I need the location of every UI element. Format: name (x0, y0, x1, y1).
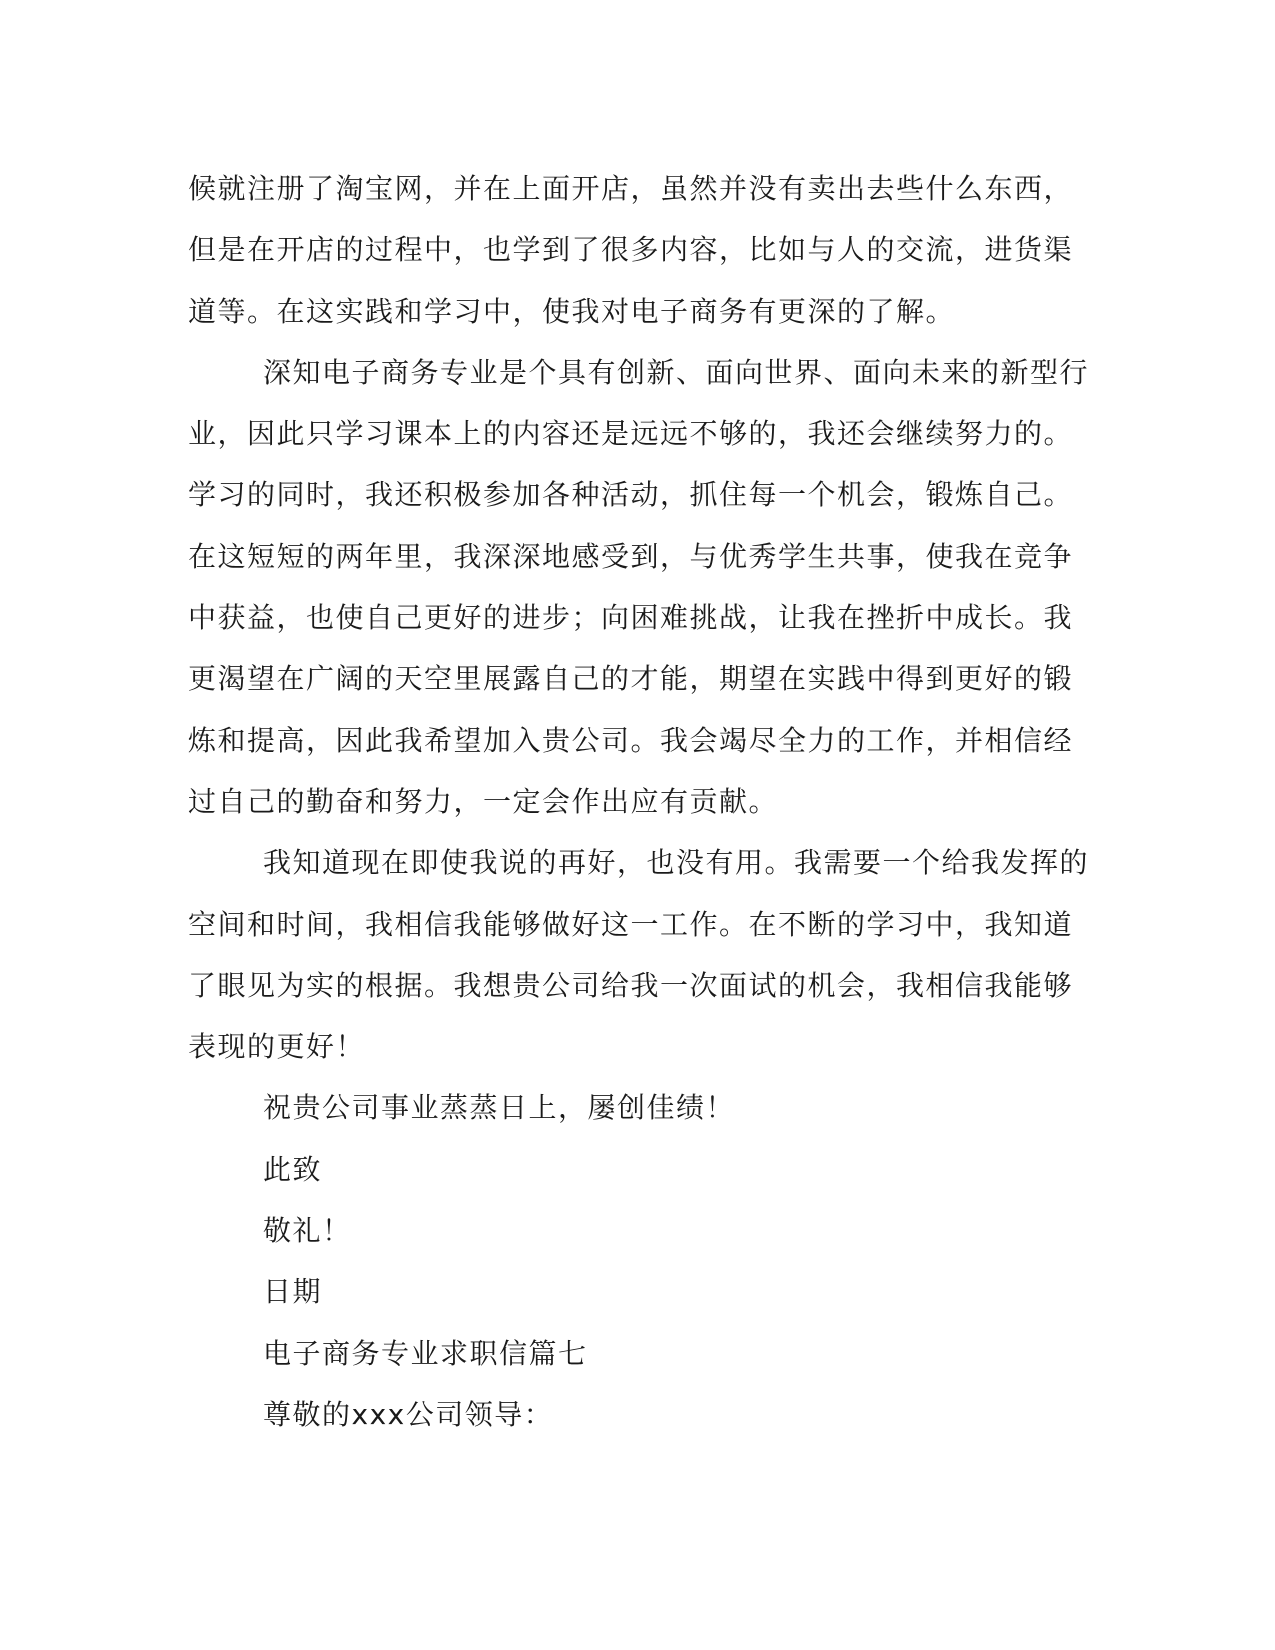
letter-body (188, 158, 1090, 1445)
text-line: 中获益，也使自己更好的进步；向困难挑战，让我在挫折中成长。我 (188, 601, 1074, 635)
text-line: 过自己的勤奋和努力，一定会作出应有贡献。 (188, 784, 779, 818)
text-line: 炼和提高，因此我希望加入贵公司。我会竭尽全力的工作，并相信经 (188, 723, 1074, 757)
text-line: 了眼见为实的根据。我想贵公司给我一次面试的机会，我相信我能够 (188, 968, 1074, 1002)
paragraph-first-line: 电子商务专业求职信篇七 (263, 1336, 588, 1370)
text-line: 表现的更好！ (188, 1030, 366, 1064)
text-line: 在这短短的两年里，我深深地感受到，与优秀学生共事，使我在竞争 (188, 539, 1074, 573)
text-line: 道等。在这实践和学习中，使我对电子商务有更深的了解。 (188, 294, 956, 328)
paragraph-first-line: 深知电子商务专业是个具有创新、面向世界、面向未来的新型行 (263, 355, 1090, 389)
text-line: 更渴望在广阔的天空里展露自己的才能，期望在实践中得到更好的锻 (188, 662, 1074, 696)
text-line: 学习的同时，我还积极参加各种活动，抓住每一个机会，锻炼自己。 (188, 478, 1074, 512)
text-line: 空间和时间，我相信我能够做好这一工作。在不断的学习中，我知道 (188, 907, 1074, 941)
paragraph-first-line: 尊敬的xxx公司领导： (263, 1397, 554, 1431)
paragraph-first-line: 此致 (263, 1152, 323, 1186)
paragraph-first-line: 敬礼！ (263, 1214, 352, 1248)
paragraph-first-line: 日期 (263, 1275, 323, 1309)
paragraph-first-line: 祝贵公司事业蒸蒸日上，屡创佳绩！ (263, 1091, 736, 1125)
text-line: 业，因此只学习课本上的内容还是远远不够的，我还会继续努力的。 (188, 417, 1074, 451)
text-line: 但是在开店的过程中，也学到了很多内容，比如与人的交流，进货渠 (188, 233, 1074, 267)
text-line: 候就注册了淘宝网，并在上面开店，虽然并没有卖出去些什么东西， (188, 172, 1074, 205)
paragraph-first-line: 我知道现在即使我说的再好，也没有用。我需要一个给我发挥的 (263, 846, 1090, 880)
